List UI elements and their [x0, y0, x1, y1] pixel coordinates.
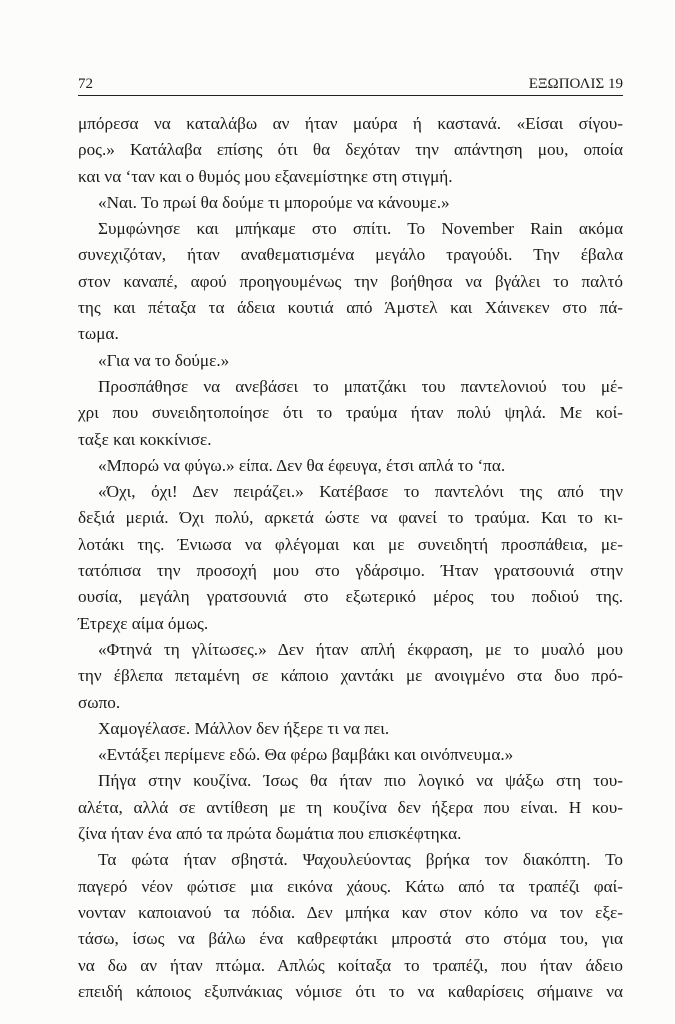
paragraph — [78, 742, 623, 768]
text-line: στον καναπέ, αφού προηγουμένως την βοήθησα να βγάλει το παλτό — [78, 271, 623, 291]
text-line: νονταν καποιανού τα πόδια. Δεν μπήκα καν στον κόπο να τον εξε- — [78, 902, 623, 922]
paragraph — [78, 374, 623, 453]
paragraph — [78, 111, 623, 190]
text-line: ουσία, μεγάλη γρατσουνιά στο εξωτερικό μέρος του ποδιού της. — [78, 587, 623, 607]
running-title: ΕΞΩΠΟΛΙΣ 19 — [528, 76, 623, 92]
text-line: ταξε και κοκκίνισε. — [78, 429, 212, 449]
paragraph — [78, 190, 623, 216]
text-line: «Εντάξει περίμενε εδώ. Θα φέρω βαμβάκι και οινόπνευμα.» — [98, 745, 514, 765]
text-line: τατόπισα την προσοχή μου στο γδάρσιμο. Ήταν γρατσουνιά στην — [78, 561, 623, 581]
paragraph — [78, 847, 623, 1005]
text-line: «Μπορώ να φύγω.» είπα. Δεν θα έφευγα, έτσι απλά το ‘πα. — [98, 455, 506, 475]
text-line: «Για να το δούμε.» — [98, 350, 230, 370]
text-line: ζίνα ήταν ένα από τα πρώτα δωμάτια που επισκέφτηκα. — [78, 824, 462, 844]
text-line: Τα φώτα ήταν σβηστά. Ψαχουλεύοντας βρήκα τον διακόπτη. Το — [98, 850, 623, 870]
text-line: να δω αν ήταν πτώμα. Απλώς κοίταξα το τραπέζι, που ήταν άδειο — [78, 955, 623, 975]
text-line: συνεχιζόταν, ήταν αναθεματισμένα μεγάλο τραγούδι. Την έβαλα — [78, 245, 623, 265]
text-line: της και πέταξα τα άδεια κουτιά από Άμστελ και Χάινεκεν στο πά- — [78, 298, 623, 318]
text-line: «Φτηνά τη γλίτωσες.» Δεν ήταν απλή έκφραση, με το μυαλό μου — [98, 639, 623, 659]
text-line: δεξιά μεριά. Όχι πολύ, αρκετά ώστε να φανεί το τραύμα. Και το κι- — [78, 508, 623, 528]
text-line: ρος.» Κατάλαβα επίσης ότι θα δεχόταν την απάντηση μου, οποία — [78, 140, 623, 160]
paragraph — [78, 348, 623, 374]
text-line: επειδή κάποιος εξυπνάκιας νόμισε ότι το να καθαρίσεις σήμαινε να — [78, 981, 623, 1001]
text-line: Έτρεχε αίμα όμως. — [78, 613, 209, 633]
text-line: «Όχι, όχι! Δεν πειράζει.» Κατέβασε το παντελόνι της από την — [98, 482, 623, 502]
page-number: 72 — [78, 76, 93, 92]
paragraph — [78, 768, 623, 847]
text-line: Συμφώνησε και μπήκαμε στο σπίτι. Το November Rain ακόμα — [98, 219, 623, 239]
text-line: την έβλεπα πεταμένη σε κάποιο χαντάκι με ανοιγμένο στα δυο πρό- — [78, 666, 623, 686]
paragraph — [78, 453, 623, 479]
paragraph — [78, 479, 623, 637]
text-line: παγερό νέον φώτισε μια εικόνα χάους. Κάτω από τα τραπέζι φαί- — [78, 876, 623, 896]
text-line: αλέτα, αλλά σε αντίθεση με τη κουζίνα δεν ήξερα που είναι. Η κου- — [78, 797, 623, 817]
paragraph — [78, 716, 623, 742]
text-line: Χαμογέλασε. Μάλλον δεν ήξερε τι να πει. — [98, 718, 390, 738]
text-line: «Ναι. Το πρωί θα δούμε τι μπορούμε να κάνουμε.» — [98, 192, 450, 212]
text-line: τωμα. — [78, 324, 119, 344]
paragraph — [78, 637, 623, 716]
text-line: και να ‘ταν και ο θυμός μου εξανεμίστηκε στη στιγμή. — [78, 166, 453, 186]
text-line: τάσω, ίσως να βάλω ένα καθρεφτάκι μπροστά στο στόμα του, για — [78, 929, 623, 949]
text-line: χρι που συνειδητοποίησε ότι το τραύμα ήταν πολύ ψηλά. Με κοί- — [78, 403, 623, 423]
text-line: Προσπάθησε να ανεβάσει το μπατζάκι του παντελονιού του μέ- — [98, 376, 623, 396]
text-line: μπόρεσα να καταλάβω αν ήταν μαύρα ή καστανά. «Είσαι σίγου- — [78, 114, 623, 133]
text-line: λοτάκι της. Ένιωσα να φλέγομαι και με συνειδητή προσπάθεια, με- — [78, 534, 623, 554]
running-header — [78, 74, 623, 94]
page-body-text — [78, 111, 623, 1005]
paragraph — [78, 216, 623, 347]
header-rule — [78, 95, 623, 96]
text-line: σωπο. — [78, 692, 121, 712]
text-line: Πήγα στην κουζίνα. Ίσως θα ήταν πιο λογικό να ψάξω στη του- — [98, 771, 623, 791]
